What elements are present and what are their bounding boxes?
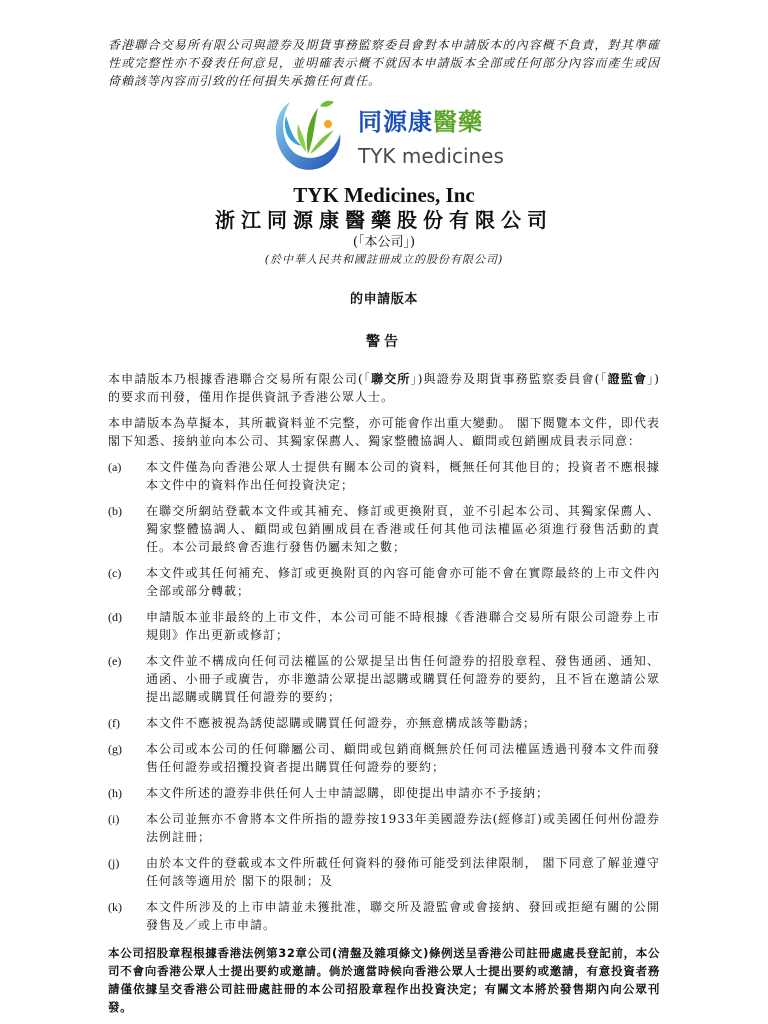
company-logo xyxy=(268,94,508,174)
item-text: 申請版本並非最終的上市文件，本公司可能不時根據《香港聯合交易所有限公司證券上市規則》作出更新或修訂； xyxy=(146,610,660,642)
list-item xyxy=(108,740,660,776)
item-text: 本文件或其任何補充、修訂或更換附頁的內容可能會亦可能不會在實際最終的上市文件內全部或部分轉載； xyxy=(146,566,660,598)
list-item xyxy=(108,458,660,494)
list-item xyxy=(108,608,660,644)
item-text: 在聯交所網站登載本文件或其補充、修訂或更換附頁，並不引起本公司、其獨家保薦人、獨家整體協調人、顧問或包銷團成員在香港或任何其他司法權區必須進行發售活動的責任。本公司最終會否進行發售仍屬未知之數； xyxy=(146,504,660,554)
defined-term-exchange: 聯交所 xyxy=(371,372,411,386)
item-text: 本文件所述的證券非供任何人士申請認購，即使提出申請亦不予接納； xyxy=(146,786,550,800)
closing-statement: 本公司招股章程根據香港法例第32章公司(清盤及雜項條文)條例送呈香港公司註冊處處長登記前，本公司不會向香港公眾人士提出要約或邀請。倘於適當時候向香港公眾人士提出要約或邀請，有意投資者務請僅依據呈交香港公司註冊處註冊的本公司招股章程作出投資決定；有關文本將於發售期內向公眾刊發。 xyxy=(108,946,660,1014)
item-label: (h) xyxy=(108,786,122,800)
item-label: (j) xyxy=(108,856,120,870)
list-item xyxy=(108,714,660,732)
list-item xyxy=(108,898,660,934)
company-name-zh: 浙江同源康醫藥股份有限公司 xyxy=(215,208,553,232)
logo-chinese-green: 醫藥 xyxy=(433,108,483,136)
intro-text: 」)的要求而刊發，僅用作提供資訊予香港公眾人士。 xyxy=(108,372,660,404)
company-name-en: TYK Medicines, Inc xyxy=(293,183,475,207)
item-text: 本文件並不構成向任何司法權區的公眾提呈出售任何證券的招股章程、發售通函、通知、通函、小冊子或廣告，亦非邀請公眾提出認購或購買任何證券的要約，且不旨在邀請公眾提出認購或購買任何證券的要約； xyxy=(146,654,660,704)
defined-term-sfc: 證監會 xyxy=(607,372,648,386)
item-label: (d) xyxy=(108,610,122,624)
item-label: (b) xyxy=(108,504,122,518)
intro-paragraph-1 xyxy=(108,370,660,406)
intro-paragraph-2: 本申請版本為草擬本，其所載資料並不完整，亦可能會作出重大變動。 閣下閱覽本文件，即代表 閣下知悉、接納並向本公司、其獨家保薦人、獨家整體協調人、顧問或包銷團成員表示同意： xyxy=(108,416,660,448)
item-label: (e) xyxy=(108,654,122,668)
list-item xyxy=(108,810,660,846)
intro-text: 」)與證券及期貨事務監察委員會(「 xyxy=(410,372,608,386)
list-item xyxy=(108,854,660,890)
document-column xyxy=(108,36,660,1016)
logo-emblem-icon xyxy=(268,94,348,174)
list-item xyxy=(108,784,660,802)
item-label: (i) xyxy=(108,812,120,826)
list-item xyxy=(108,652,660,706)
item-label: (c) xyxy=(108,566,122,580)
logo-chinese-blue: 同源康 xyxy=(358,108,433,136)
item-text: 本文件所涉及的上市申請並未獲批准，聯交所及證監會或會接納、發回或拒絕有關的公開發售及／或上市申請。 xyxy=(146,900,660,932)
incorporation-note: (於中華人民共和國註冊成立的股份有限公司) xyxy=(264,253,504,266)
list-item xyxy=(108,502,660,556)
company-short-name: (「本公司」) xyxy=(352,235,416,250)
intro-text: 本申請版本乃根據香港聯合交易所有限公司(「 xyxy=(108,372,372,386)
item-text: 本公司或本公司的任何聯屬公司、顧問或包銷商概無於任何司法權區透過刊發本文件而發售任何證券或招攬投資者提出購買任何證券的要約； xyxy=(146,742,660,774)
item-text: 本文件不應被視為誘使認購或購買任何證券，亦無意構成該等勸誘； xyxy=(146,716,537,730)
item-label: (f) xyxy=(108,716,120,730)
item-text: 由於本文件的登載或本文件所載任何資料的發佈可能受到法律限制， 閣下同意了解並遵守任何該等適用於 閣下的限制；及 xyxy=(146,856,660,888)
item-label: (k) xyxy=(108,900,122,914)
item-label: (a) xyxy=(108,460,122,474)
document-type: 的申請版本 xyxy=(349,292,418,307)
warning-title: 警告 xyxy=(366,334,402,350)
list-item xyxy=(108,564,660,600)
logo-english: TYK medicines xyxy=(358,144,504,168)
item-label: (g) xyxy=(108,742,122,756)
regulatory-disclaimer: 香港聯合交易所有限公司與證券及期貨事務監察委員會對本申請版本的內容概不負責，對其準確性或完整性亦不發表任何意見，並明確表示概不就因本申請版本全部或任何部分內容而產生或因倚賴該等內容而引致的任何損失承擔任何責任。 xyxy=(108,38,660,88)
item-text: 本公司並無亦不會將本文件所指的證券按1933年美國證券法(經修訂)或美國任何州份證券法例註冊； xyxy=(146,812,660,844)
item-text: 本文件僅為向香港公眾人士提供有關本公司的資料，概無任何其他目的；投資者不應根據本文件中的資料作出任何投資決定； xyxy=(146,460,660,492)
